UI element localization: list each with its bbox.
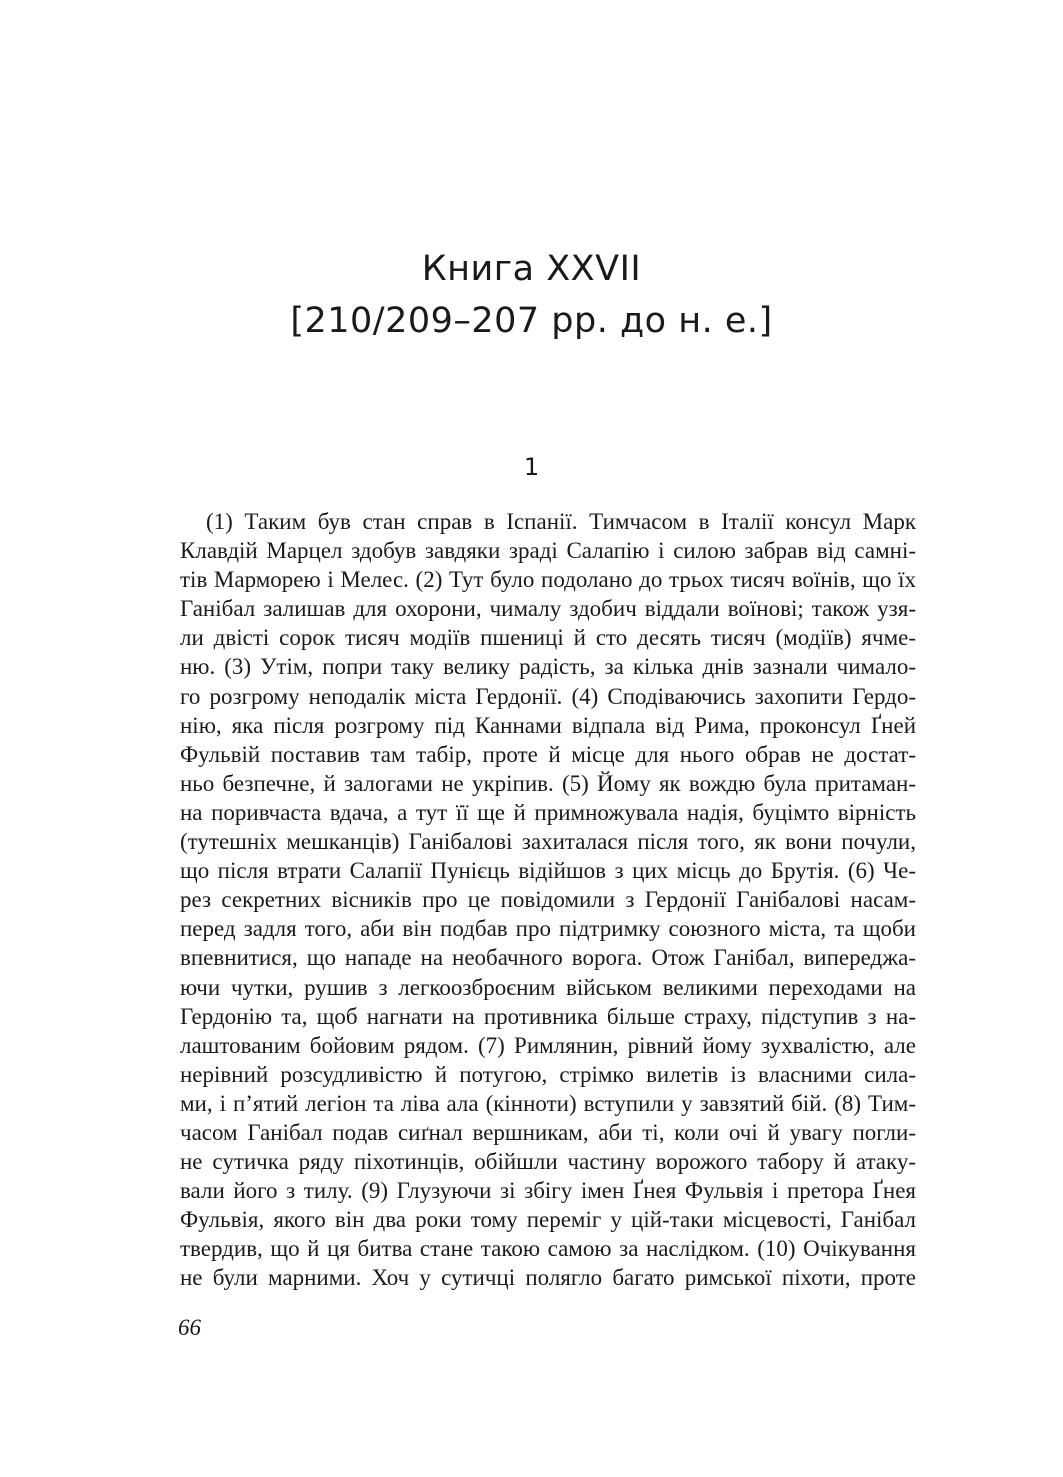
- book-title: [0, 243, 1063, 347]
- body-paragraph: [180, 507, 916, 1293]
- paragraph-line: ли двісті сорок тисяч модіїв пшениці й сто десять тисяч (модіїв) ячме-: [180, 625, 916, 651]
- paragraph-line: ньо безпечне, й залогами не укріпив. (5) Йому як вождю була притаман-: [180, 770, 916, 796]
- paragraph-line: Гердонію та, щоб нагнати на противника більше страху, підступив з на-: [180, 1003, 916, 1029]
- paragraph-line: го розгрому неподалік міста Гердонії. (4) Сподіваючись захопити Гердо-: [180, 683, 916, 709]
- paragraph-line: перед задля того, аби він подбав про підтримку союзного міста, та щоби: [180, 916, 916, 942]
- page-number: 66: [178, 1315, 201, 1340]
- paragraph-line: (1) Таким був стан справ в Іспанії. Тимчасом в Італії консул Марк: [206, 509, 916, 534]
- paragraph-line: твердив, що й ця битва стане такою самою за наслідком. (10) Очікування: [180, 1236, 916, 1262]
- paragraph-line: нерівний розсудливістю й потугою, стрімко вилетів із власними сила-: [180, 1061, 916, 1087]
- paragraph-line: лаштованим бойовим рядом. (7) Римлянин, рівний йому зухвалістю, але: [180, 1032, 916, 1058]
- book-title-line-1: Книга XXVII: [421, 249, 642, 289]
- paragraph-line: часом Ганібал подав сиґнал вершникам, аби ті, коли очі й увагу погли-: [180, 1119, 916, 1145]
- paragraph-line: Клавдій Марцел здобув завдяки зраді Салапію і силою забрав від самні-: [180, 538, 916, 564]
- paragraph-line: ючи чутки, рушив з легкоозброєним військом великими переходами на: [180, 974, 916, 1000]
- paragraph-line: (тутешніх мешканців) Ганібалові захиталася після того, як вони почули,: [180, 829, 916, 855]
- paragraph-line: не були марними. Хоч у сутичці полягло багато римської піхоти, проте: [180, 1265, 916, 1291]
- paragraph-line: рез секретних вісників про це повідомили з Гердонії Ганібалові насам-: [180, 887, 916, 913]
- paragraph-line: ню. (3) Утім, попри таку велику радість, за кілька днів зазнали чимало-: [180, 654, 916, 680]
- paragraph-line: тів Марморею і Мелес. (2) Тут було подолано до трьох тисяч воїнів, що їх: [180, 567, 916, 593]
- paragraph-line: ми, і п’ятий легіон та ліва ала (кінноти) вступили у завзятий бій. (8) Тим-: [180, 1090, 916, 1116]
- chapter-number: 1: [523, 453, 540, 481]
- paragraph-line: не сутичка ряду піхотинців, обійшли частину ворожого табору й атаку-: [180, 1149, 916, 1175]
- paragraph-line: на поривчаста вдача, а тут її ще й примножувала надія, буцімто вірність: [180, 799, 916, 825]
- paragraph-line: нію, яка після розгрому під Каннами відпала від Рима, проконсул Ґней: [180, 712, 916, 738]
- paragraph-line: Ганібал залишав для охорони, чималу здобич віддали воїнові; також узя-: [180, 596, 916, 622]
- paragraph-line: що після втрати Салапії Пунієць відійшов з цих місць до Брутія. (6) Че-: [180, 858, 916, 884]
- book-title-line-2: [210/209–207 рр. до н. е.]: [290, 301, 773, 341]
- paragraph-line: вали його з тилу. (9) Глузуючи зі збігу імен Ґнея Фульвія і претора Ґнея: [180, 1178, 916, 1204]
- paragraph-line: Фульвія, якого він два роки тому переміг у цій-таки місцевості, Ганібал: [180, 1207, 916, 1233]
- paragraph-line: впевнитися, що нападе на необачного ворога. Отож Ганібал, випереджа-: [180, 945, 916, 971]
- paragraph-line: Фульвій поставив там табір, проте й місце для нього обрав не достат-: [180, 741, 916, 767]
